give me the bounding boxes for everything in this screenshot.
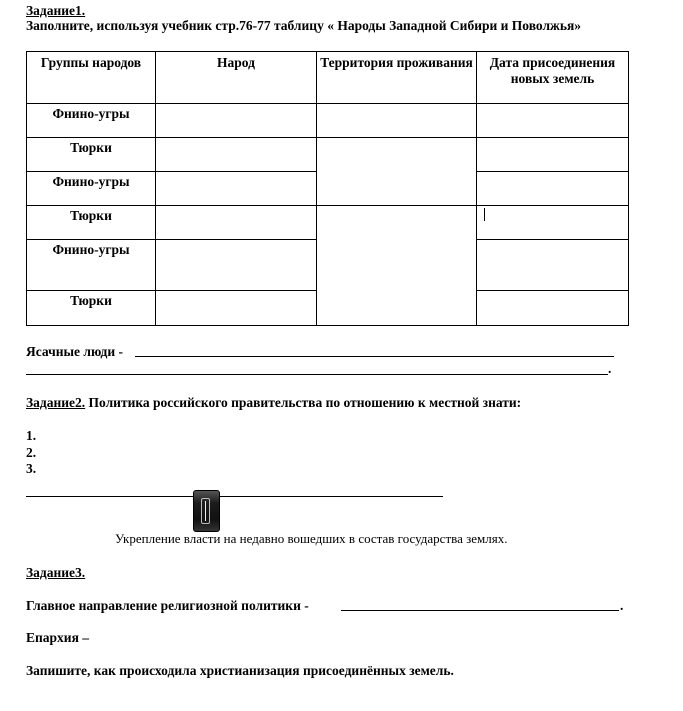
list-item-3: 3. (26, 461, 37, 476)
yasak-end: . (608, 361, 612, 376)
task2-answer-line[interactable] (26, 496, 443, 497)
date-cell[interactable] (477, 240, 629, 291)
text-cursor (484, 208, 485, 221)
people-cell[interactable] (156, 172, 317, 206)
people-cell[interactable] (156, 206, 317, 240)
religion-end: . (620, 598, 624, 613)
territory-cell[interactable] (317, 138, 477, 206)
table-row (27, 138, 629, 172)
group-cell: Тюрки (27, 138, 156, 172)
yasak-label: Ясачные люди - (26, 344, 124, 359)
task3-heading: Задание3. (26, 565, 86, 580)
slider-grip (201, 498, 210, 524)
task2-line (26, 395, 521, 411)
territory-cell[interactable] (317, 104, 477, 138)
list-item-2: 2. (26, 445, 37, 460)
people-cell[interactable] (156, 240, 317, 291)
caption-text: Укрепление власти на недавно вошедших в состав государства землях. (115, 531, 508, 546)
list-item-1: 1. (26, 428, 37, 443)
group-cell: Фнино-угры (27, 104, 156, 138)
table-header-row (27, 52, 629, 104)
date-cell[interactable] (477, 206, 629, 240)
task1-instruction: Заполните, используя учебник стр.76-77 таблицу « Народы Западной Сибири и Поволжья» (26, 18, 582, 33)
people-cell[interactable] (156, 104, 317, 138)
territory-cell[interactable] (317, 206, 477, 326)
people-cell[interactable] (156, 291, 317, 326)
date-cell[interactable] (477, 291, 629, 326)
task1-heading: Задание1. (26, 3, 86, 18)
task2-heading: Задание2. (26, 395, 86, 410)
yasak-answer-line-2[interactable] (26, 374, 608, 375)
group-cell: Фнино-угры (27, 240, 156, 291)
table-row (27, 206, 629, 240)
eparchy-label: Епархия – (26, 630, 89, 645)
religion-label: Главное направление религиозной политики - (26, 598, 309, 613)
header-people: Народ (156, 52, 317, 104)
date-cell[interactable] (477, 172, 629, 206)
religion-answer-line[interactable] (341, 610, 619, 611)
yasak-answer-line-1[interactable] (135, 356, 614, 357)
people-cell[interactable] (156, 138, 317, 172)
group-cell: Тюрки (27, 291, 156, 326)
header-territory: Территория проживания (317, 52, 477, 104)
group-cell: Тюрки (27, 206, 156, 240)
date-cell[interactable] (477, 104, 629, 138)
group-cell: Фнино-угры (27, 172, 156, 206)
peoples-table (26, 51, 629, 326)
date-cell[interactable] (477, 138, 629, 172)
table-row (27, 104, 629, 138)
slider-handle[interactable] (193, 490, 220, 532)
header-date: Дата присоединения новых земель (477, 52, 629, 104)
header-groups: Группы народов (27, 52, 156, 104)
christianization-prompt: Запишите, как происходила христианизация присоединённых земель. (26, 663, 454, 678)
task2-title: Политика российского правительства по отношению к местной знати: (88, 395, 522, 410)
